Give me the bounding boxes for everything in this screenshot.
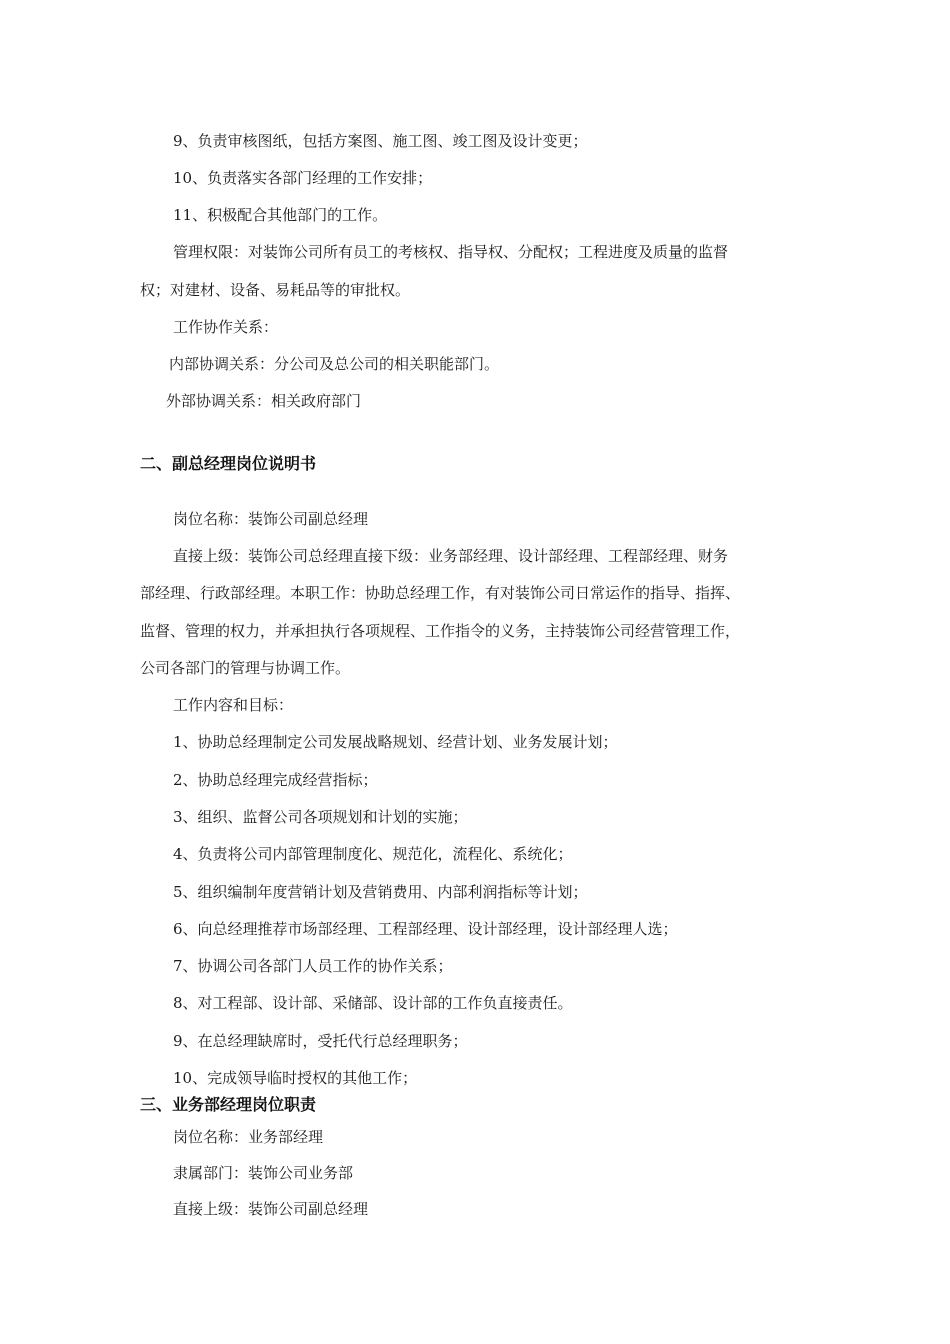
section-heading-deputy-gm: 二、副总经理岗位说明书 [140, 454, 317, 473]
position-name: 岗位名称：装饰公司副总经理 [173, 510, 369, 528]
external-relations: 外部协调关系：相关政府部门 [166, 392, 362, 410]
list-item: 7、协调公司各部门人员工作的协作关系； [173, 957, 453, 975]
list-item: 8、对工程部、设计部、采储部、设计部的工作负直接责任。 [173, 994, 573, 1012]
superior-line-1: 直接上级：装饰公司总经理直接下级：业务部经理、设计部经理、工程部经理、财务 [173, 547, 729, 565]
list-item: 1、协助总经理制定公司发展战略规划、经营计划、业务发展计划； [173, 733, 618, 751]
section-heading-business-manager: 三、业务部经理岗位职责 [140, 1095, 317, 1114]
duty-item-9: 9、负责审核图纸，包括方案图、施工图、竣工图及设计变更； [173, 132, 588, 150]
department: 隶属部门：装饰公司业务部 [173, 1164, 354, 1182]
superior: 直接上级：装饰公司副总经理 [173, 1200, 369, 1218]
list-item: 5、组织编制年度营销计划及营销费用、内部利润指标等计划； [173, 883, 588, 901]
duty-item-10: 10、负责落实各部门经理的工作安排； [173, 169, 433, 187]
internal-relations: 内部协调关系：分公司及总公司的相关职能部门。 [169, 355, 500, 373]
authority-line-2: 权；对建材、设备、易耗品等的审批权。 [140, 281, 411, 299]
relations-title: 工作协作关系： [173, 318, 279, 336]
superior-line-4: 公司各部门的管理与协调工作。 [140, 659, 351, 677]
duty-item-11: 11、积极配合其他部门的工作。 [173, 206, 388, 224]
list-item: 4、负责将公司内部管理制度化、规范化，流程化、系统化； [173, 845, 573, 863]
superior-line-2: 部经理、行政部经理。本职工作：协助总经理工作，有对装饰公司日常运作的指导、指挥、 [140, 584, 741, 602]
list-item: 10、完成领导临时授权的其他工作； [173, 1069, 418, 1087]
list-item: 3、组织、监督公司各项规划和计划的实施； [173, 808, 468, 826]
superior-line-3: 监督、管理的权力，并承担执行各项规程、工作指令的义务，主持装饰公司经营管理工作， [140, 622, 741, 640]
list-item: 6、向总经理推荐市场部经理、工程部经理、设计部经理，设计部经理人选； [173, 920, 678, 938]
list-item: 9、在总经理缺席时，受托代行总经理职务； [173, 1032, 468, 1050]
list-item: 2、协助总经理完成经营指标； [173, 771, 378, 789]
authority-line-1: 管理权限：对装饰公司所有员工的考核权、指导权、分配权；工程进度及质量的监督 [173, 243, 729, 261]
position-name: 岗位名称：业务部经理 [173, 1128, 324, 1146]
content-title: 工作内容和目标： [173, 696, 294, 714]
